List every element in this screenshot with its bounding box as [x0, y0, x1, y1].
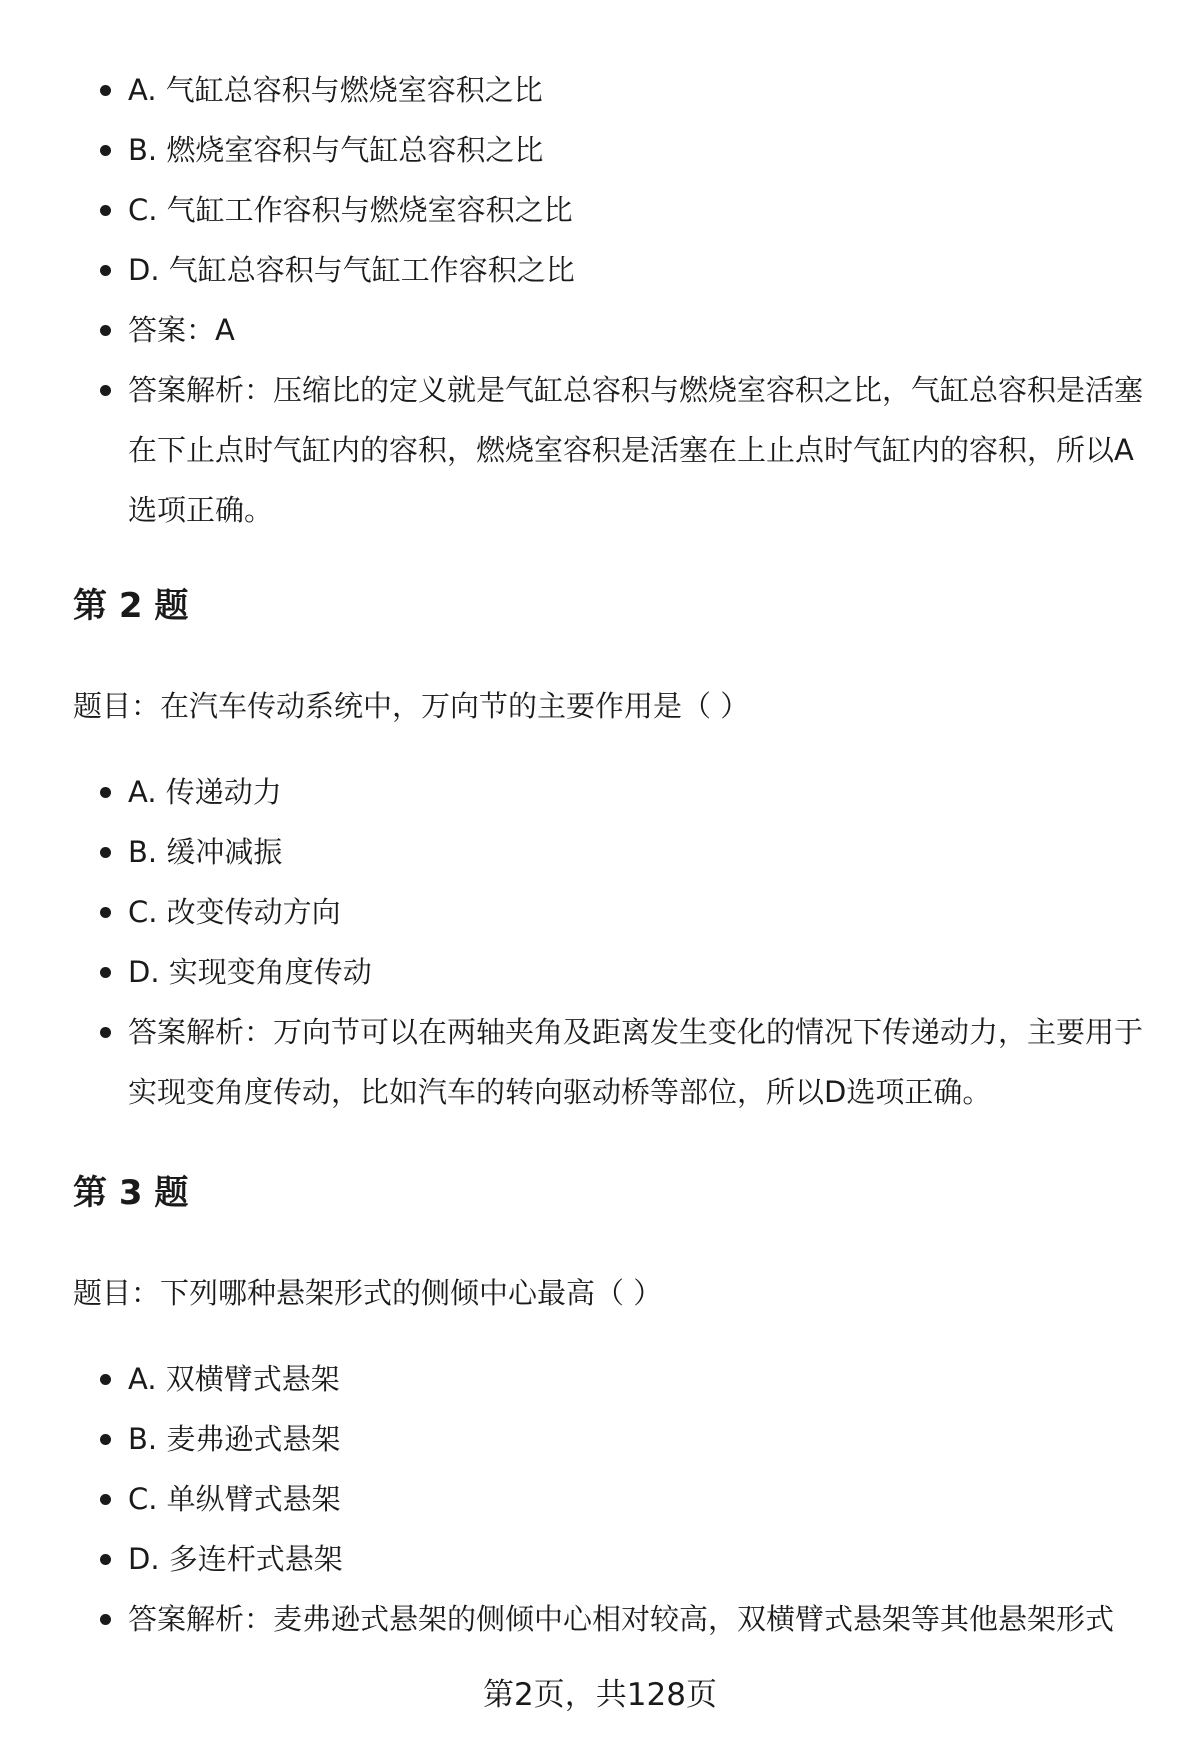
page-number-footer: 第2页，共128页 [483, 1677, 717, 1713]
option-a: A. 气缸总容积与燃烧室容积之比 [73, 60, 1158, 120]
question-3-block [73, 1349, 1158, 1649]
option-a: A. 双横臂式悬架 [73, 1349, 1158, 1409]
question-1-block [73, 60, 1158, 540]
option-c: C. 改变传动方向 [73, 882, 1158, 942]
question-3-list [73, 1349, 1158, 1649]
question-1-list [73, 60, 1158, 540]
question-2-list [73, 762, 1158, 1122]
question-2-stem: 题目：在汽车传动系统中，万向节的主要作用是（ ） [73, 689, 750, 723]
option-d: D. 实现变角度传动 [73, 942, 1158, 1002]
answer-explanation: 答案解析：压缩比的定义就是气缸总容积与燃烧室容积之比，气缸总容积是活塞在下止点时气缸内的容积，燃烧室容积是活塞在上止点时气缸内的容积，所以A选项正确。 [73, 360, 1158, 540]
option-b: B. 麦弗逊式悬架 [73, 1409, 1158, 1469]
question-2-heading: 第 2 题 [73, 586, 189, 626]
question-3-heading: 第 3 题 [73, 1173, 189, 1213]
option-a: A. 传递动力 [73, 762, 1158, 822]
question-2-block [73, 762, 1158, 1122]
option-d: D. 气缸总容积与气缸工作容积之比 [73, 240, 1158, 300]
option-c: C. 单纵臂式悬架 [73, 1469, 1158, 1529]
answer-explanation: 答案解析：万向节可以在两轴夹角及距离发生变化的情况下传递动力，主要用于实现变角度传动，比如汽车的转向驱动桥等部位，所以D选项正确。 [73, 1002, 1158, 1122]
option-b: B. 燃烧室容积与气缸总容积之比 [73, 120, 1158, 180]
answer: 答案：A [73, 300, 1158, 360]
question-3-stem: 题目：下列哪种悬架形式的侧倾中心最高（ ） [73, 1276, 663, 1310]
option-c: C. 气缸工作容积与燃烧室容积之比 [73, 180, 1158, 240]
answer-explanation: 答案解析：麦弗逊式悬架的侧倾中心相对较高，双横臂式悬架等其他悬架形式 [73, 1589, 1158, 1649]
option-b: B. 缓冲减振 [73, 822, 1158, 882]
option-d: D. 多连杆式悬架 [73, 1529, 1158, 1589]
